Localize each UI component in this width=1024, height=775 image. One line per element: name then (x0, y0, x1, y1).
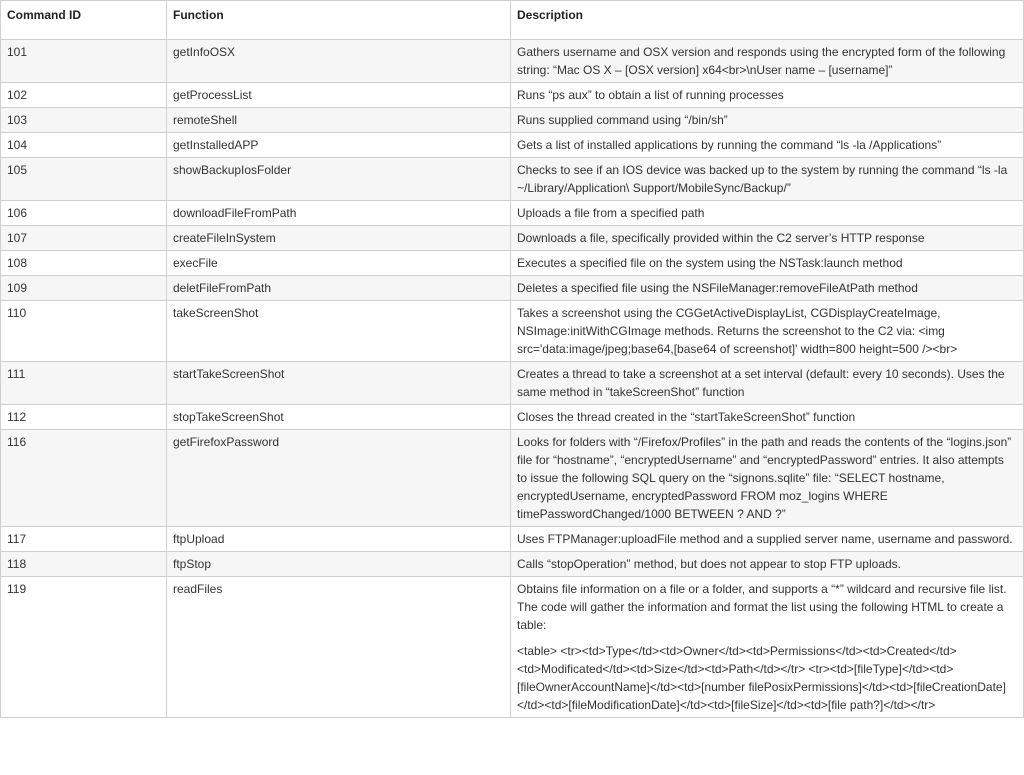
function-name-cell: downloadFileFromPath (167, 201, 511, 226)
description-paragraph: <table> <tr><td>Type</td><td>Owner</td><td>Permissions</td><td>Created</td><td>Modificated</td><td>Size</td><td>Path</td></tr> <tr><td>[fileType]</td><td>[fileOwnerAccountName]</td><td>[number filePosixPermissions]</td><td>[fileCreationDate]</td><td>[fileModificationDate]</td><td>[fileSize]</td><td>[file path?]</td></tr> (517, 644, 1006, 712)
description-paragraph: Obtains file information on a file or a folder, and supports a “*” wildcard and recursive file list. The code will gather the information and format the list using the following HTML to create a table: (517, 582, 1007, 632)
description-paragraph: Calls “stopOperation” method, but does not appear to stop FTP uploads. (517, 557, 901, 571)
function-name-cell: stopTakeScreenShot (167, 405, 511, 430)
command-id-cell: 111 (1, 362, 167, 405)
table-row (1, 108, 1024, 133)
table-row (1, 430, 1024, 527)
function-name-cell: deletFileFromPath (167, 276, 511, 301)
description-paragraph: Uses FTPManager:uploadFile method and a supplied server name, username and password. (517, 532, 1013, 546)
table-row (1, 527, 1024, 552)
table-row (1, 577, 1024, 718)
description-paragraph: Closes the thread created in the “startTakeScreenShot” function (517, 410, 856, 424)
header-row (1, 1, 1024, 40)
description-paragraph: Executes a specified file on the system using the NSTask:launch method (517, 256, 903, 270)
function-name-cell: getFirefoxPassword (167, 430, 511, 527)
table-row (1, 201, 1024, 226)
table-row (1, 405, 1024, 430)
header-command-id: Command ID (1, 1, 167, 40)
function-name-cell: createFileInSystem (167, 226, 511, 251)
table-row (1, 40, 1024, 83)
table-header (1, 1, 1024, 40)
table-body (1, 40, 1024, 718)
command-id-cell: 109 (1, 276, 167, 301)
function-name-cell: ftpStop (167, 552, 511, 577)
function-name-cell: execFile (167, 251, 511, 276)
command-id-cell: 106 (1, 201, 167, 226)
description-cell (511, 251, 1024, 276)
command-id-cell: 104 (1, 133, 167, 158)
table-row (1, 251, 1024, 276)
command-id-cell: 119 (1, 577, 167, 718)
function-name-cell: getInfoOSX (167, 40, 511, 83)
header-function: Function (167, 1, 511, 40)
function-name-cell: remoteShell (167, 108, 511, 133)
description-cell (511, 40, 1024, 83)
description-cell (511, 577, 1024, 718)
command-id-cell: 101 (1, 40, 167, 83)
description-cell (511, 301, 1024, 362)
description-paragraph: Looks for folders with “/Firefox/Profiles” in the path and reads the contents of the “logins.json” file for “hostname”, “encryptedUsername” and “encryptedPassword” entries. It also attempts to issue the following SQL query on the “signons.sqlite” file: “SELECT hostname, encryptedUsername, encryptedPassword FROM moz_logins WHERE timePasswordChanged/1000 BETWEEN ? AND ?” (517, 435, 1012, 521)
function-name-cell: readFiles (167, 577, 511, 718)
command-id-cell: 105 (1, 158, 167, 201)
description-paragraph: Checks to see if an IOS device was backed up to the system by running the command “ls -la ~/Library/Application\ Support/MobileSync/Backup/” (517, 163, 1008, 195)
function-name-cell: startTakeScreenShot (167, 362, 511, 405)
description-cell (511, 133, 1024, 158)
description-cell (511, 527, 1024, 552)
table-row (1, 83, 1024, 108)
description-cell (511, 158, 1024, 201)
description-cell (511, 430, 1024, 527)
table-row (1, 133, 1024, 158)
table-row (1, 552, 1024, 577)
description-cell (511, 201, 1024, 226)
table-row (1, 301, 1024, 362)
function-name-cell: ftpUpload (167, 527, 511, 552)
table-row (1, 362, 1024, 405)
description-paragraph: Deletes a specified file using the NSFileManager:removeFileAtPath method (517, 281, 918, 295)
function-name-cell: getProcessList (167, 83, 511, 108)
description-cell (511, 108, 1024, 133)
command-id-cell: 108 (1, 251, 167, 276)
header-description: Description (511, 1, 1024, 40)
function-name-cell: showBackupIosFolder (167, 158, 511, 201)
command-id-cell: 116 (1, 430, 167, 527)
command-id-cell: 118 (1, 552, 167, 577)
description-cell (511, 226, 1024, 251)
command-id-cell: 103 (1, 108, 167, 133)
description-paragraph: Downloads a file, specifically provided within the C2 server’s HTTP response (517, 231, 925, 245)
table-row (1, 226, 1024, 251)
description-cell (511, 552, 1024, 577)
description-cell (511, 405, 1024, 430)
description-paragraph: Takes a screenshot using the CGGetActiveDisplayList, CGDisplayCreateImage, NSImage:initWithCGImage methods. Returns the screenshot to the C2 via: <img src='data:image/jpeg;base64,[base64 of screenshot]' width=800 height=500 /><br> (517, 306, 958, 356)
command-id-cell: 107 (1, 226, 167, 251)
description-cell (511, 83, 1024, 108)
command-id-cell: 117 (1, 527, 167, 552)
description-paragraph: Uploads a file from a specified path (517, 206, 705, 220)
table-row (1, 276, 1024, 301)
description-cell (511, 276, 1024, 301)
command-id-cell: 110 (1, 301, 167, 362)
function-name-cell: getInstalledAPP (167, 133, 511, 158)
description-paragraph: Gets a list of installed applications by running the command “ls -la /Applications” (517, 138, 942, 152)
function-name-cell: takeScreenShot (167, 301, 511, 362)
description-paragraph: Gathers username and OSX version and responds using the encrypted form of the following string: “Mac OS X – [OSX version] x64<br>\nUser name – [username]” (517, 45, 1006, 77)
description-paragraph: Creates a thread to take a screenshot at a set interval (default: every 10 seconds). Uses the same method in “takeScreenShot” function (517, 367, 1005, 399)
table-row (1, 158, 1024, 201)
command-id-cell: 102 (1, 83, 167, 108)
command-id-cell: 112 (1, 405, 167, 430)
description-cell (511, 362, 1024, 405)
description-paragraph: Runs supplied command using “/bin/sh” (517, 113, 728, 127)
description-paragraph: Runs “ps aux” to obtain a list of running processes (517, 88, 784, 102)
